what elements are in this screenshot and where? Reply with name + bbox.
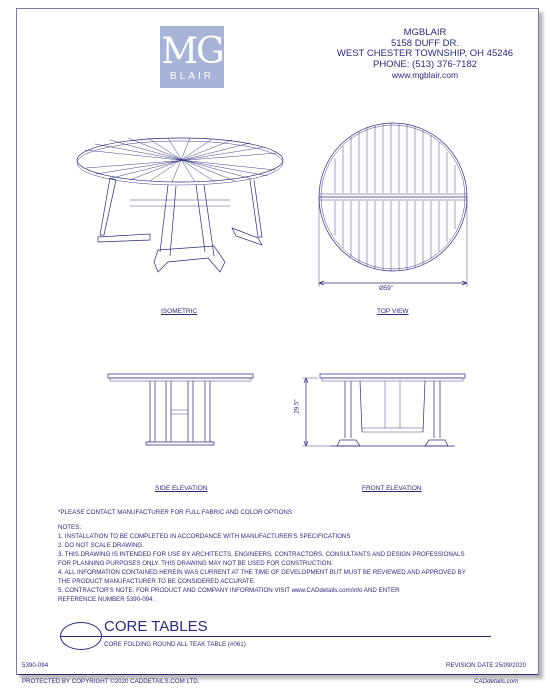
revision-date: REVISION DATE 25/09/2020 [446,662,527,669]
side-elevation-drawing [108,374,253,445]
front-elevation-caption: FRONT ELEVATION [362,485,422,492]
note-line: 5. CONTRACTOR'S NOTE: FOR PRODUCT AND COMPANY INFORMATION VISIT www.CADdetails.com/info AND ENTER [58,587,400,594]
reference-number: 5390-094 [22,662,49,669]
product-name: CORE FOLDING ROUND ALL TEAK TABLE (#061) [104,641,246,648]
height-dimension: 29.5" [293,399,301,414]
note-line: 2. DO NOT SCALE DRAWING. [58,542,144,549]
copyright-text: PROTECTED BY COPYRIGHT ©2020 CADDETAILS.COM LTD. [22,678,200,685]
note-line: 3. THIS DRAWING IS INTENDED FOR USE BY ARCHITECTS, ENGINEERS, CONTRACTORS, CONSULTANTS AND DESIGN PROFESSIONALS [58,551,465,558]
top-view-caption: TOP VIEW [377,308,409,315]
company-city: WEST CHESTER TOWNSHIP, OH 45246 [336,48,514,59]
logo-mg-text: MG [161,31,223,72]
company-phone: PHONE: (513) 376-7182 [372,58,478,70]
isometric-drawing [77,138,283,272]
note-line: FOR PLANNING PURPOSES ONLY. THIS DRAWING MAY NOT BE USED FOR CONSTRUCTION. [58,560,333,567]
title-circle-symbol [60,622,102,650]
notes-heading: NOTES: [58,524,82,531]
contact-note: *PLEASE CONTACT MANUFACTURER FOR FULL FABRIC AND COLOR OPTIONS [58,509,293,516]
top-view-drawing [319,123,467,287]
logo-blair-text: BLAIR [170,71,214,82]
front-elevation-drawing [302,374,465,446]
note-line: THE PRODUCT MANUFACTURER TO BE CONSIDERED ACCURATE. [58,578,256,585]
company-name: MGBLAIR [403,27,447,38]
footer-divider [18,674,538,675]
note-line: 4. ALL INFORMATION CONTAINED HEREIN WAS CURRENT AT THE TIME OF DEVELOPMENT BUT MUST BE REVIEWED AND APPROVED BY [58,569,466,576]
isometric-caption: ISOMETRIC [161,308,198,315]
caddetails-link[interactable]: CADdetails.com [474,678,519,685]
side-elevation-caption: SIDE ELEVATION [155,485,208,492]
company-address: 5158 DUFF DR. [390,37,460,49]
note-line: REFERENCE NUMBER 5390-094. [58,596,155,603]
note-line: 1. INSTALLATION TO BE COMPLETED IN ACCORDANCE WITH MANUFACTURER'S SPECIFICATIONS [58,533,351,540]
company-website[interactable]: www.mgblair.com [391,70,459,80]
series-title: CORE TABLES [104,618,208,635]
title-divider [101,636,491,637]
diameter-dimension: Ø59" [379,285,393,292]
